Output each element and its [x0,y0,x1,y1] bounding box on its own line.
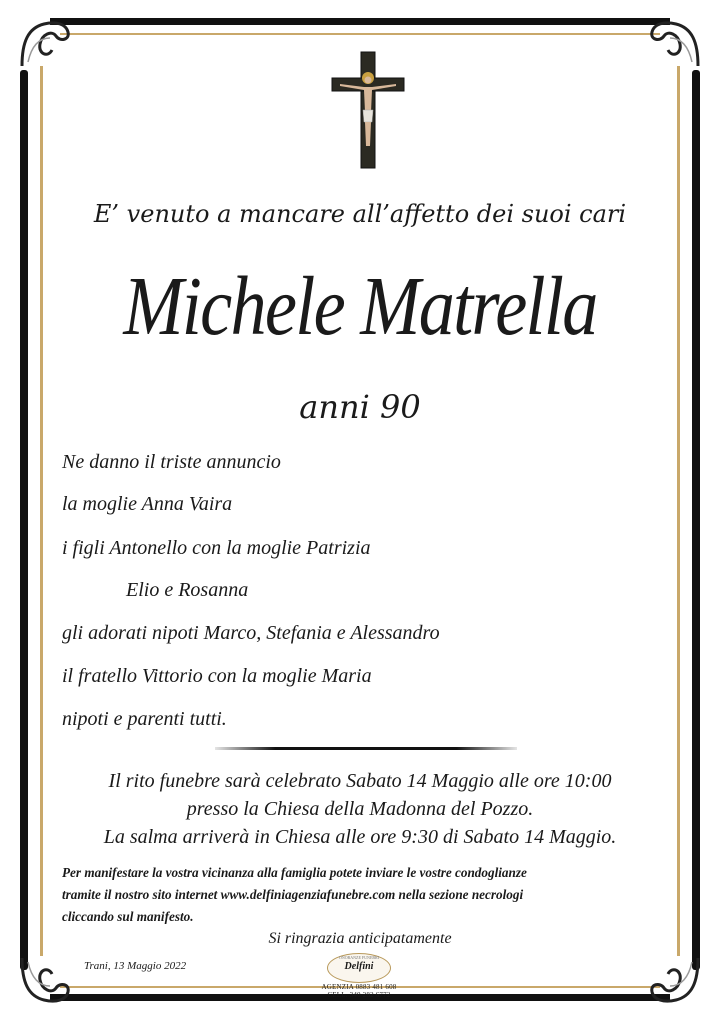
rite-line: La salma arriverà in Chiesa alle ore 9:30 di Sabato 14 Maggio. [103,826,617,848]
agency-cell: CELL. 340 282 6772 [327,991,391,999]
family-line: Ne danno il triste annuncio [62,451,281,473]
logo-brand: Delfini [344,961,374,972]
logo-tagline: ONORANZE FUNEBRI [338,955,380,960]
family-line: la moglie Anna Vaira [62,493,233,515]
agency-phone: AGENZIA 0883 481 608 [321,983,397,991]
frame-gold-top [60,33,660,35]
crucifix-icon [328,50,408,170]
thanks-text: Si ringrazia anticipatamente [268,930,452,947]
corner-ornament-top-left [14,14,74,74]
condolence-note-line: tramite il nostro sito internet www.delfiniagenziafunebre.com nella sezione necrologi [62,887,524,902]
agency-logo [316,953,402,1007]
family-line: gli adorati nipoti Marco, Stefania e Alessandro [62,622,440,644]
condolence-note-line: cliccando sul manifesto. [62,909,194,924]
condolence-note-line: Per manifestare la vostra vicinanza alla famiglia potete inviare le vostre condoglianze [62,865,527,880]
family-line: il fratello Vittorio con la moglie Maria [62,665,372,687]
frame-top-bar [50,18,670,25]
deceased-age: anni 90 [299,388,421,426]
corner-ornament-top-right [646,14,706,74]
rite-line: Il rito funebre sarà celebrato Sabato 14 Maggio alle ore 10:00 [108,770,612,792]
corner-ornament-bottom-left [14,950,74,1010]
rite-line: presso la Chiesa della Madonna del Pozzo. [186,798,534,820]
place-date: Trani, 13 Maggio 2022 [84,960,187,972]
corner-ornament-bottom-right [646,950,706,1010]
family-line: Elio e Rosanna [126,579,249,601]
section-divider [215,747,517,750]
logo-emblem [327,953,391,983]
family-line: i figli Antonello con la moglie Patrizia [62,537,371,559]
deceased-name: Michele Matrella [123,260,597,353]
intro-text: E’ venuto a mancare all’affetto dei suoi cari [93,200,627,228]
family-line: nipoti e parenti tutti. [62,708,227,730]
